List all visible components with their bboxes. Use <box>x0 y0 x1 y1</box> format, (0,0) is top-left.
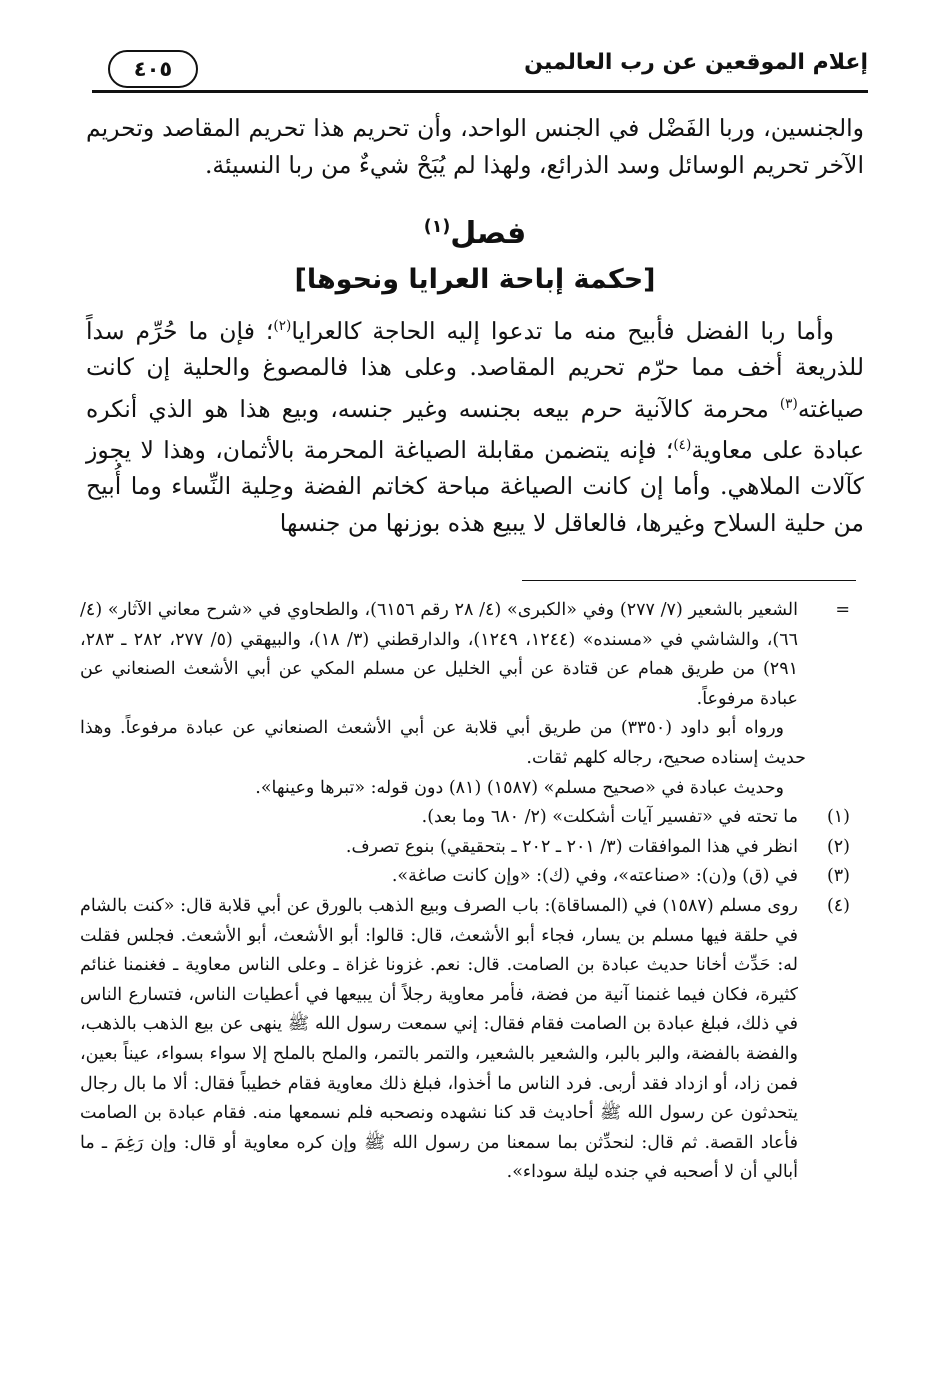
footnote-mark: (٢) <box>826 836 850 857</box>
main-text-part-2: ؛ فإن ما حُرِّم سداً للذريعة أخف مما حرّم تحريم المقاصد. وعلى هذا فالمصوغ والحلية إن كانت صياغته <box>86 316 864 423</box>
header-rule <box>92 90 868 93</box>
footnote-3 <box>80 862 858 892</box>
footnote-ref-4: (٤) <box>673 437 692 454</box>
page-number: ٤٠٥ <box>108 50 198 88</box>
main-text <box>86 110 864 541</box>
section-title: [حكمة إباحة العرايا ونحوها] <box>294 264 656 295</box>
footnotes <box>80 596 858 1188</box>
main-text-part-4: ؛ فإنه يتضمن مقابلة الصياغة المحرمة بالأثمان، وهذا لا يجوز كآلات الملاهي. وأما إن كانت الصياغة مباحة كخاتم الفضة وحِلية النِّساء وما أُبيح من حلية السلاح وغيرها، فالعاقل لا يبيع هذه بوزنها من جنسها <box>86 435 864 537</box>
main-text-part-3: محرمة كالآنية حرم بيعه بجنسه وغير جنسه، وبيع هذا هو الذي أنكره عبادة على معاوية <box>86 394 864 464</box>
footnote-separator <box>522 580 856 581</box>
footnote-continued-mark: = <box>835 600 850 620</box>
page-header <box>92 46 868 86</box>
main-paragraph <box>86 308 864 541</box>
main-text-part-1: وأما ربا الفضل فأبيح منه ما تدعوا إليه الحاجة كالعرايا <box>291 316 834 345</box>
footnote-continued <box>80 596 858 714</box>
footnote-continued-text: الشعير بالشعير (٧/ ٢٧٧) وفي «الكبرى» (٤/ ٢٨ رقم ٦١٥٦)، والطحاوي في «شرح معاني الآثار» (٤/ ٦٦)، والشاشي في «مسنده» (١٢٤٤، ١٢٤٩)، والدارقطني (٣/ ١٨)، والبيهقي (٥/ ٢٧٧، ٢٨٢ ـ ٢٨٣، ٢٩١) من طريق همام عن قتادة عن أبي الخليل عن مسلم المكي عن أبي الأشعث الصنعاني عن عبادة مرفوعاً. <box>80 600 799 709</box>
footnote-continued-p2: ورواه أبو داود (٣٣٥٠) من طريق أبي قلابة عن أبي الأشعث الصنعاني عن عبادة مرفوعاً. وهذا حديث إسناده صحيح، رجاله كلهم ثقات. <box>80 718 806 768</box>
footnote-mark: (٤) <box>826 895 850 916</box>
footnote-1 <box>80 803 858 833</box>
running-title: إعلام الموقعين عن رب العالمين <box>524 50 868 75</box>
fasl-footnote-ref: (١) <box>423 217 451 237</box>
footnote-text: روى مسلم (١٥٨٧) في (المساقاة): باب الصرف وبيع الذهب بالورق عن أبي قلابة قال: «كنت بالشام في حلقة فيها مسلم بن يسار، فجاء أبو الأشعث، قال: قالوا: أبو الأشعث، أبو الأشعث. فجلس فقلت له: حَدِّث أخانا حديث عبادة بن الصامت. قال: نعم. غزونا غزاة ـ وعلى الناس معاوية ـ فغنمنا غنائم كثيرة، فكان فيما غنمنا آنية من فضة، فأمر معاوية رجلاً أن يبيعها في أعطيات الناس، فتسارع الناس في ذلك، فبلغ عبادة بن الصامت فقام فقال: إني سمعت رسول الله ﷺ ينهى عن بيع الذهب بالذهب، والفضة بالفضة، والبر بالبر، والشعير بالشعير، والتمر بالتمر، والملح بالملح إلا سواء بسواء، عيناً بعين، فمن زاد، أو ازداد فقد أربى. فرد الناس ما أخذوا، فبلغ ذلك معاوية فقام خطيباً فقال: ألا ما بال رجال يتحدثون عن رسول الله ﷺ أحاديث قد كنا نشهده ونصحبه فلم نسمعها منه. فقام عبادة بن الصامت فأعاد القصة. ثم قال: لنحدِّثن بما سمعنا من رسول الله ﷺ وإن كره معاوية أو قال: وإن رَغِمَ ـ ما أبالي أن لا أصحبه في جنده ليلة سوداء». <box>80 895 798 1183</box>
footnote-text: في (ق) و(ن): «صناعته»، وفي (ك): «وإن كانت صاغة». <box>391 866 798 887</box>
intro-paragraph: والجنسين، وربا الفَضْل في الجنس الواحد، وأن تحريم هذا تحريم المقاصد وتحريم الآخر تحريم الوسائل وسد الذرائع، ولهذا لم يُبَحْ شيءٌ من ربا النسيئة. <box>86 114 864 179</box>
footnote-mark: (٣) <box>826 866 850 887</box>
footnote-continued-p3: وحديث عبادة في «صحيح مسلم» (١٥٨٧) (٨١) دون قوله: «تبرها وعينها». <box>255 777 784 798</box>
footnote-2 <box>80 833 858 863</box>
footnote-mark: (١) <box>826 807 850 828</box>
footnote-ref-3: (٣) <box>779 395 798 412</box>
footnote-text: ما تحته في «تفسير آيات أشكلت» (٢/ ٦٨٠ وما بعد). <box>421 807 798 828</box>
fasl-label: فصل <box>450 216 527 251</box>
fasl-heading <box>86 207 864 254</box>
footnote-4 <box>80 892 858 1188</box>
footnote-ref-2: (٢) <box>273 318 292 334</box>
footnote-text: انظر في هذا الموافقات (٣/ ٢٠١ ـ ٢٠٢ ـ بتحقيقي) بنوع تصرف. <box>345 836 798 857</box>
